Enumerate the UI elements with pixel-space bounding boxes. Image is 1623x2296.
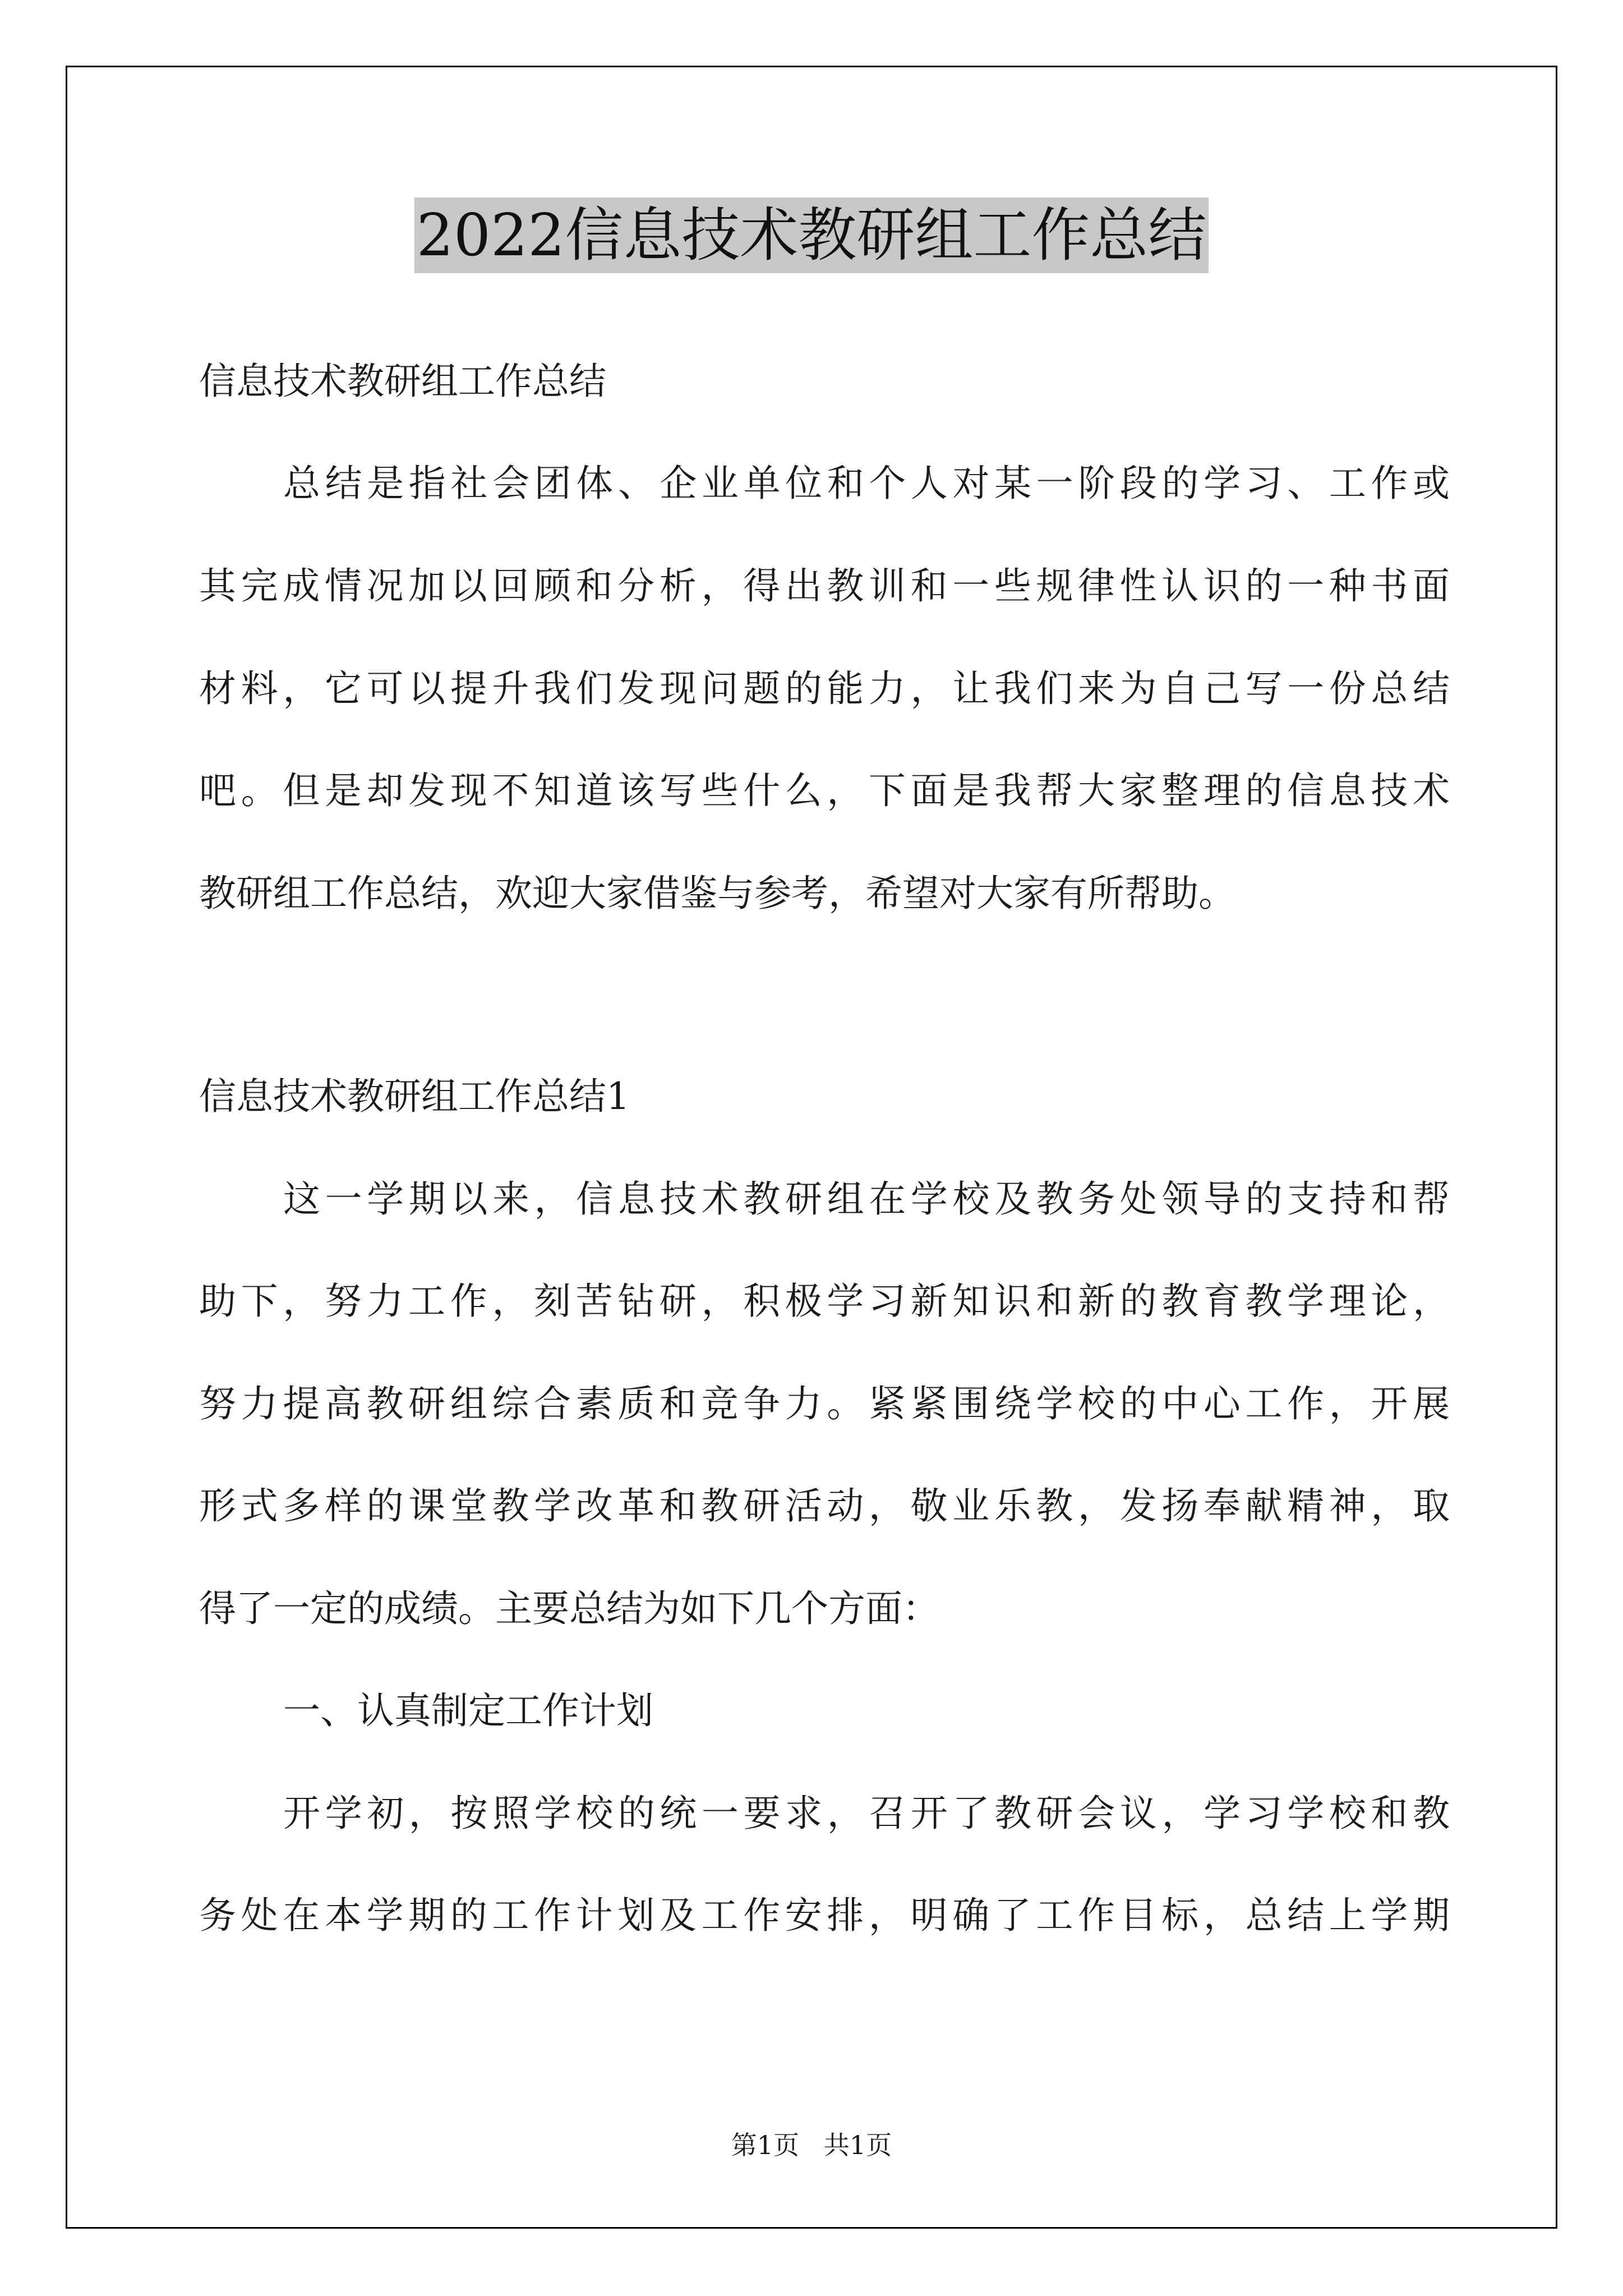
paragraph-line: 努力提高教研组综合素质和竞争力。紧紧围绕学校的中心工作，开展 [199,1382,1450,1425]
heading-section-1: 信息技术教研组工作总结1 [199,1075,630,1118]
page-footer: 第1页 共1页 [731,2130,892,2160]
heading-main: 信息技术教研组工作总结 [199,360,606,403]
paragraph-line: 材料，它可以提升我们发现问题的能力，让我们来为自己写一份总结 [199,667,1450,710]
paragraph-line: 吧。但是却发现不知道该写些什么，下面是我帮大家整理的信息技术 [199,769,1450,812]
paragraph-line: 其完成情况加以回顾和分析，得出教训和一些规律性认识的一种书面 [199,564,1450,608]
paragraph-line: 形式多样的课堂教学改革和教研活动，敬业乐教，发扬奉献精神，取 [199,1484,1450,1527]
document-title: 2022信息技术教研组工作总结 [414,197,1209,273]
paragraph-line: 这一学期以来，信息技术教研组在学校及教务处领导的支持和帮 [283,1177,1450,1221]
subheading-1: 一、认真制定工作计划 [283,1689,653,1732]
title-container [0,197,1623,273]
paragraph-line: 助下，努力工作，刻苦钻研，积极学习新知识和新的教育教学理论， [199,1280,1450,1323]
paragraph-line: 教研组工作总结，欢迎大家借鉴与参考，希望对大家有所帮助。 [199,872,1235,915]
paragraph-line: 开学初，按照学校的统一要求，召开了教研会议，学习学校和教 [283,1792,1450,1835]
paragraph-line: 总结是指社会团体、企业单位和个人对某一阶段的学习、工作或 [283,462,1450,505]
paragraph-line: 得了一定的成绩。主要总结为如下几个方面： [199,1587,939,1630]
paragraph-line: 务处在本学期的工作计划及工作安排，明确了工作目标，总结上学期 [199,1894,1450,1937]
